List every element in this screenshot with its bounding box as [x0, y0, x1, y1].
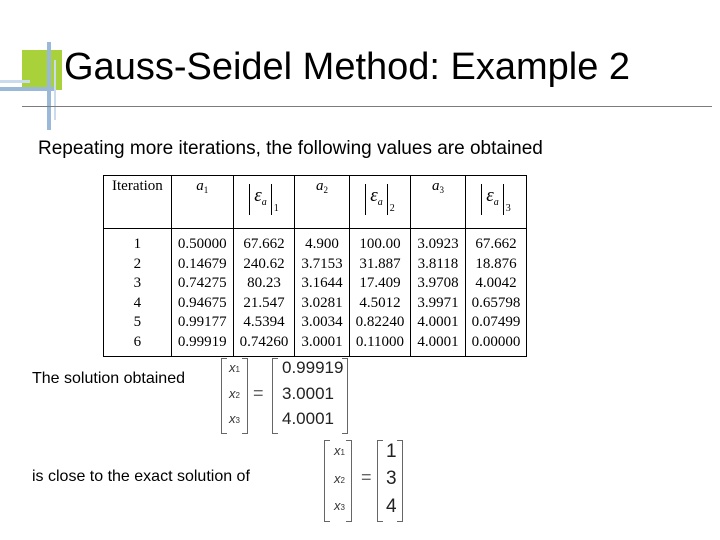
var-x1: x1: [229, 360, 240, 375]
solution-value: 0.99919: [282, 358, 344, 377]
slide-subtitle: Repeating more iterations, the following values are obtained: [38, 138, 543, 159]
exact-solution-label: is close to the exact solution of: [32, 468, 250, 485]
var-x1: x1: [334, 443, 345, 458]
right-bracket: [346, 440, 352, 522]
right-bracket: [242, 358, 248, 434]
left-bracket: [324, 440, 330, 522]
var-x2: x2: [229, 386, 240, 401]
right-bracket: [342, 358, 348, 434]
abs-error-symbol: $\varepsilon_a$: [249, 184, 272, 215]
deco-blue-bar: [0, 80, 30, 83]
deco-green-square: [22, 50, 62, 90]
header-error-a3: $\varepsilon_{a3}$: [465, 176, 527, 229]
col-a2: 4.900 3.7153 3.1644 3.0281 3.0034 3.0001: [295, 229, 349, 357]
table-body-row: [104, 229, 527, 357]
deco-blue-vertical: [47, 42, 51, 130]
title-underline: [22, 106, 712, 107]
col-error-a2: 100.00 31.887 17.409 4.5012 0.82240 0.11000: [349, 229, 411, 357]
table-header-row: [104, 176, 527, 229]
header-a1: $a_1$: [171, 176, 233, 229]
solution-value: 4.0001: [282, 409, 334, 428]
header-error-a1: $\varepsilon_{a1}$: [233, 176, 295, 229]
deco-blue-bar: [0, 87, 54, 91]
header-error-a2: $\varepsilon_{a2}$: [349, 176, 411, 229]
equals-sign: =: [253, 383, 264, 403]
left-bracket: [272, 358, 278, 434]
var-x2: x2: [334, 471, 345, 486]
exact-value: 3: [386, 468, 397, 489]
solution-label: The solution obtained: [32, 370, 185, 387]
exact-value: 1: [386, 441, 397, 462]
deco-blue-vertical: [54, 60, 56, 120]
left-bracket: [221, 358, 227, 434]
abs-error-symbol: $\varepsilon_a$: [365, 184, 388, 215]
col-a1: 0.50000 0.14679 0.74275 0.94675 0.99177 0.99919: [171, 229, 233, 357]
right-bracket: [397, 440, 403, 522]
col-a3: 3.0923 3.8118 3.9708 3.9971 4.0001 4.0001: [411, 229, 465, 357]
slide-title: Gauss-Seidel Method: Example 2: [64, 46, 631, 88]
col-iteration: 1 2 3 4 5 6: [104, 229, 172, 357]
var-x3: x3: [334, 498, 345, 513]
col-error-a3: 67.662 18.876 4.0042 0.65798 0.07499 0.00000: [465, 229, 527, 357]
var-x3: x3: [229, 411, 240, 426]
equals-sign: =: [361, 467, 372, 487]
left-bracket: [377, 440, 383, 522]
iteration-table: [103, 175, 527, 357]
header-a3: $a_3$: [411, 176, 465, 229]
exact-value: 4: [386, 496, 397, 517]
abs-error-symbol: $\varepsilon_a$: [481, 184, 504, 215]
col-error-a1: 67.662 240.62 80.23 21.547 4.5394 0.74260: [233, 229, 295, 357]
solution-value: 3.0001: [282, 384, 334, 403]
header-iteration: Iteration: [104, 176, 172, 229]
header-a2: $a_2$: [295, 176, 349, 229]
